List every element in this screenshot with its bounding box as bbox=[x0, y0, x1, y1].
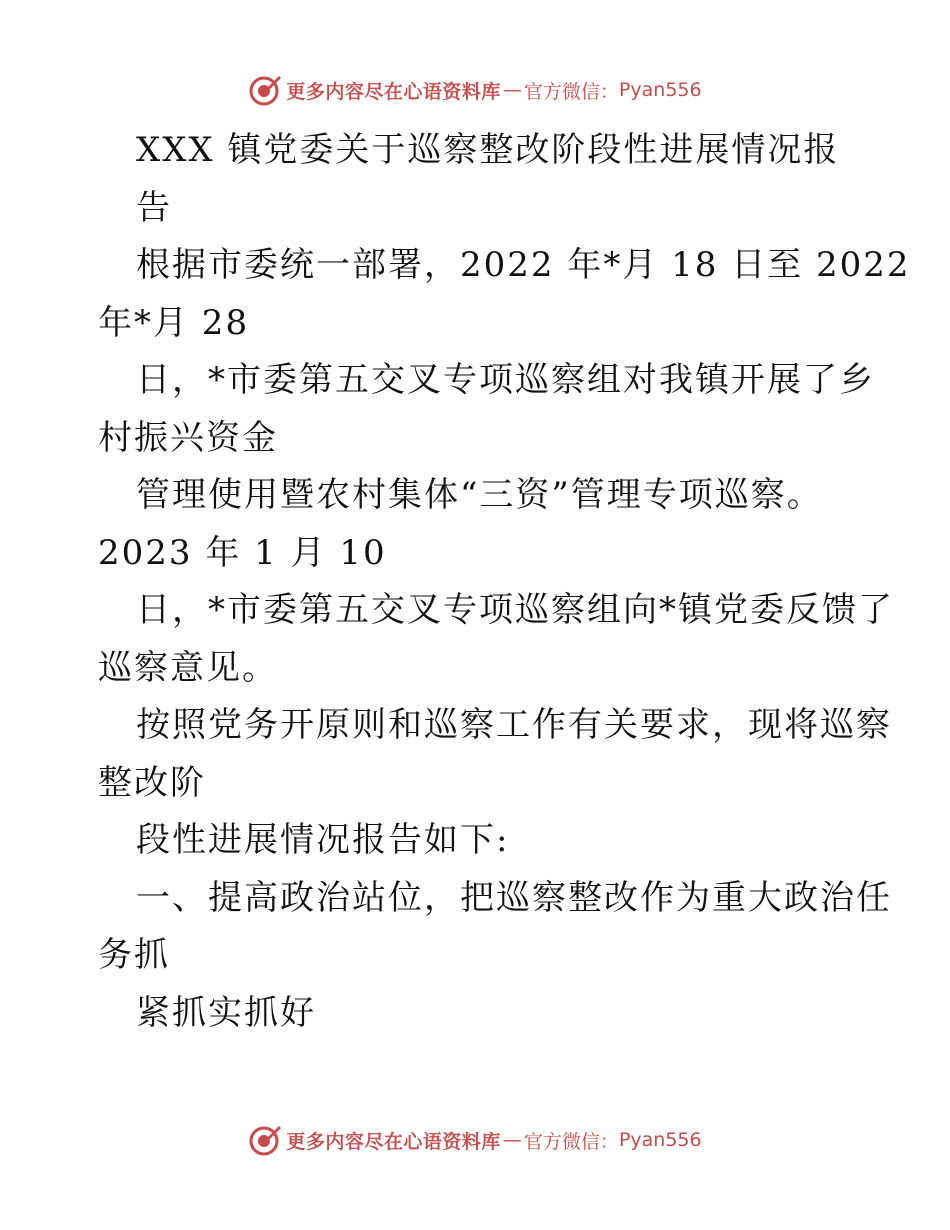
doc-line: 日，*市委第五交叉专项巡察组对我镇开展了乡 bbox=[136, 360, 875, 400]
doc-line: 根据市委统一部署，2022 年*月 18 日至 2022 bbox=[136, 245, 911, 285]
doc-line: 告 bbox=[136, 187, 172, 228]
watermark-text: 更多内容尽在心语资料库 bbox=[286, 1130, 501, 1153]
header-watermark bbox=[0, 68, 950, 112]
doc-line: XXX 镇党委关于巡察整改阶段性进展情况报 bbox=[136, 130, 840, 170]
doc-line: 村振兴资金 bbox=[98, 417, 278, 458]
watermark-text: 更多内容尽在心语资料库 bbox=[286, 80, 501, 103]
pen-circle-logo-icon bbox=[248, 1123, 282, 1157]
doc-line: 年*月 28 bbox=[98, 302, 250, 343]
watermark-contact-id: Pyan556 bbox=[618, 79, 702, 101]
doc-line: 巡察意见。 bbox=[98, 647, 278, 688]
watermark-contact-label: 官方微信： bbox=[523, 1130, 619, 1153]
doc-line: 紧抓实抓好 bbox=[136, 992, 316, 1033]
footer-watermark bbox=[0, 1118, 950, 1162]
doc-line: 按照党务开原则和巡察工作有关要求，现将巡察 bbox=[136, 705, 892, 745]
pen-circle-logo-icon bbox=[248, 73, 282, 107]
doc-line: 2023 年 1 月 10 bbox=[98, 532, 387, 573]
watermark-contact-label: 官方微信： bbox=[523, 80, 619, 103]
doc-line: 务抓 bbox=[98, 935, 170, 975]
watermark-dash: — bbox=[502, 1129, 522, 1151]
watermark-dash: — bbox=[502, 79, 522, 101]
doc-line: 整改阶 bbox=[98, 762, 206, 803]
doc-line: 一、提高政治站位，把巡察整改作为重大政治任 bbox=[136, 877, 892, 918]
doc-line: 日，*市委第五交叉专项巡察组向*镇党委反馈了 bbox=[136, 590, 894, 630]
doc-line: 管理使用暨农村集体“三资”管理专项巡察。 bbox=[136, 475, 823, 515]
doc-line: 段性进展情况报告如下: bbox=[136, 820, 510, 860]
document-body bbox=[98, 122, 911, 1042]
watermark-contact-id: Pyan556 bbox=[618, 1129, 702, 1151]
